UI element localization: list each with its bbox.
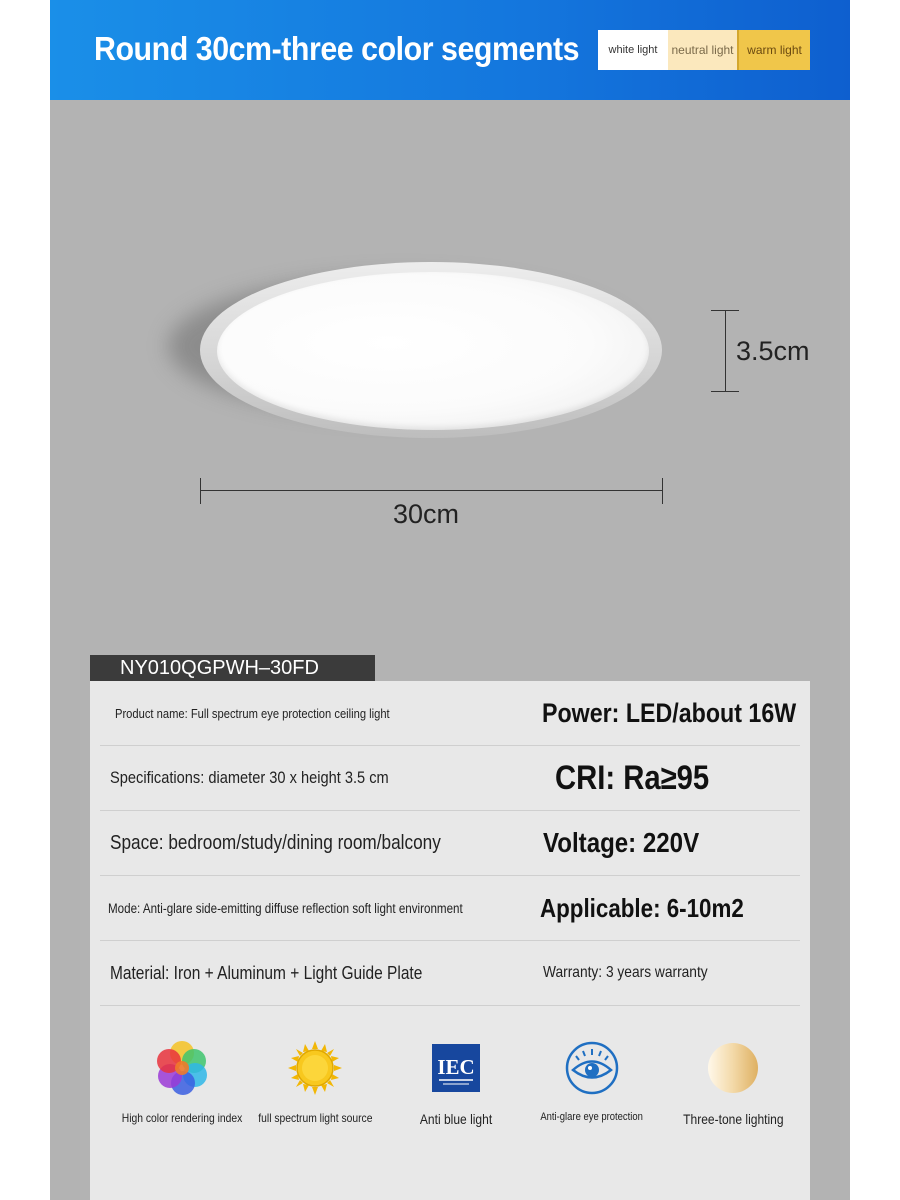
height-dimension-tick-top — [711, 310, 739, 311]
iec-logo-text: IEC — [437, 1055, 475, 1079]
lamp-illustration — [50, 100, 850, 620]
spec-row — [100, 811, 800, 876]
page-title: Round 30cm-three color segments — [94, 30, 580, 67]
width-dimension-line — [200, 490, 663, 491]
spec-applicable: Applicable: 6-10m2 — [540, 892, 744, 923]
product-page — [50, 0, 850, 1200]
spec-material: Material: Iron + Aluminum + Light Guide Plate — [110, 962, 423, 983]
spec-row — [100, 681, 800, 746]
spec-cri: CRI: Ra≥95 — [555, 758, 710, 797]
feature-label: Three-tone lighting — [682, 1111, 784, 1127]
spec-space: Space: bedroom/study/dining room/balcony — [110, 831, 441, 854]
swatch-neutral-light: neutral light — [668, 30, 739, 70]
height-dimension-line — [725, 310, 726, 392]
spec-mode: Mode: Anti-glare side-emitting diffuse reflection soft light environment — [108, 900, 463, 916]
color-swatches — [598, 30, 810, 70]
spec-power: Power: LED/about 16W — [542, 697, 797, 728]
height-dimension-label: 3.5cm — [736, 336, 810, 366]
sun-icon — [288, 1041, 342, 1095]
spec-row — [100, 941, 800, 1006]
width-dimension-label: 30cm — [393, 499, 460, 529]
spec-specifications: Specifications: diameter 30 x height 3.5 cm — [110, 768, 389, 787]
header-banner — [50, 0, 850, 100]
swatch-white-light: white light — [598, 30, 668, 70]
iec-logo-icon — [429, 1041, 483, 1095]
width-dimension-tick-right — [662, 478, 663, 504]
spec-row — [100, 876, 800, 941]
gradient-circle-icon — [706, 1041, 760, 1095]
spec-card — [90, 681, 810, 1200]
feature-label: full spectrum light source — [257, 1111, 373, 1125]
swatch-warm-light: warm light — [739, 30, 810, 70]
width-dimension-tick-left — [200, 478, 201, 504]
feature-label: Anti-glare eye protection — [540, 1111, 644, 1123]
lamp-light-panel — [217, 272, 649, 430]
model-code-tag: NY010QGPWH–30FD — [90, 655, 375, 681]
spec-product-name: Product name: Full spectrum eye protection ceiling light — [115, 705, 390, 721]
spec-row — [100, 746, 800, 811]
spec-warranty: Warranty: 3 years warranty — [543, 964, 708, 981]
feature-label: High color rendering index — [121, 1111, 243, 1125]
eye-icon — [565, 1041, 619, 1095]
color-wheel-icon — [155, 1041, 209, 1095]
height-dimension-tick-bottom — [711, 391, 739, 392]
spec-voltage: Voltage: 220V — [543, 827, 700, 858]
feature-label: Anti blue light — [419, 1111, 493, 1127]
